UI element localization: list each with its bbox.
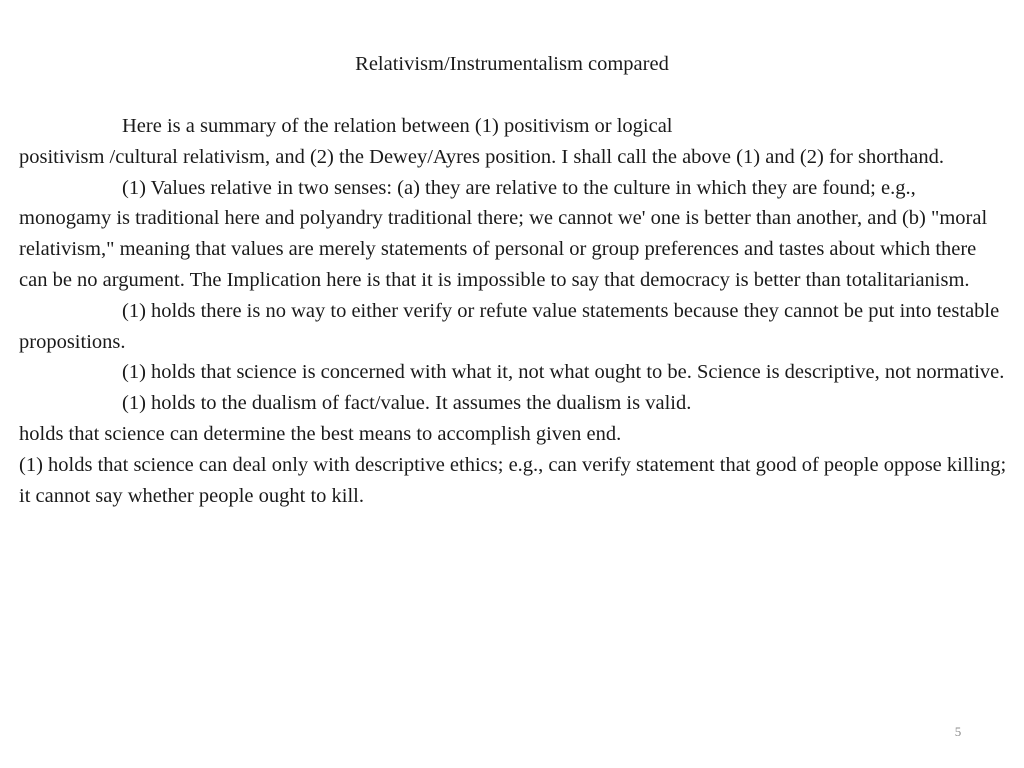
paragraph-verify-refute: (1) holds there is no way to either verify or refute value statements because they cannot be put into testable propositions. <box>19 299 1000 353</box>
paragraph-summary-intro: Here is a summary of the relation between (1) positivism or logical <box>122 115 673 137</box>
paragraph-dualism: (1) holds to the dualism of fact/value. It assumes the dualism is valid. <box>122 392 692 415</box>
paragraph-summary-continued: positivism /cultural relativism, and (2) the Dewey/Ayres position. I shall call the above (1) and (2) for shorthand. <box>19 145 944 168</box>
paragraph-best-means: holds that science can determine the best means to accomplish given end. <box>19 422 622 445</box>
slide-title: Relativism/Instrumentalism compared <box>355 53 669 75</box>
paragraph-descriptive-ethics: (1) holds that science can deal only with descriptive ethics; e.g., can verify statement that good of people oppose killing; it cannot say whether people ought to kill. <box>19 453 1007 507</box>
slide-number: 5 <box>954 724 962 739</box>
paragraph-values-relative: (1) Values relative in two senses: (a) they are relative to the culture in which they are found; e.g., monogamy is traditional here and polyandry traditional there; we cannot we' one is better than another, and (b) "moral relativism," meaning that values are merely statements of personal or group preferences and tastes about which there can be no argument. The Implication here is that it is impossible to say that democracy is better than totalitarianism. <box>19 176 988 291</box>
slide-body <box>19 111 1009 511</box>
paragraph-science-descriptive: (1) holds that science is concerned with what it, not what ought to be. Science is descriptive, not normative. <box>122 361 1005 384</box>
